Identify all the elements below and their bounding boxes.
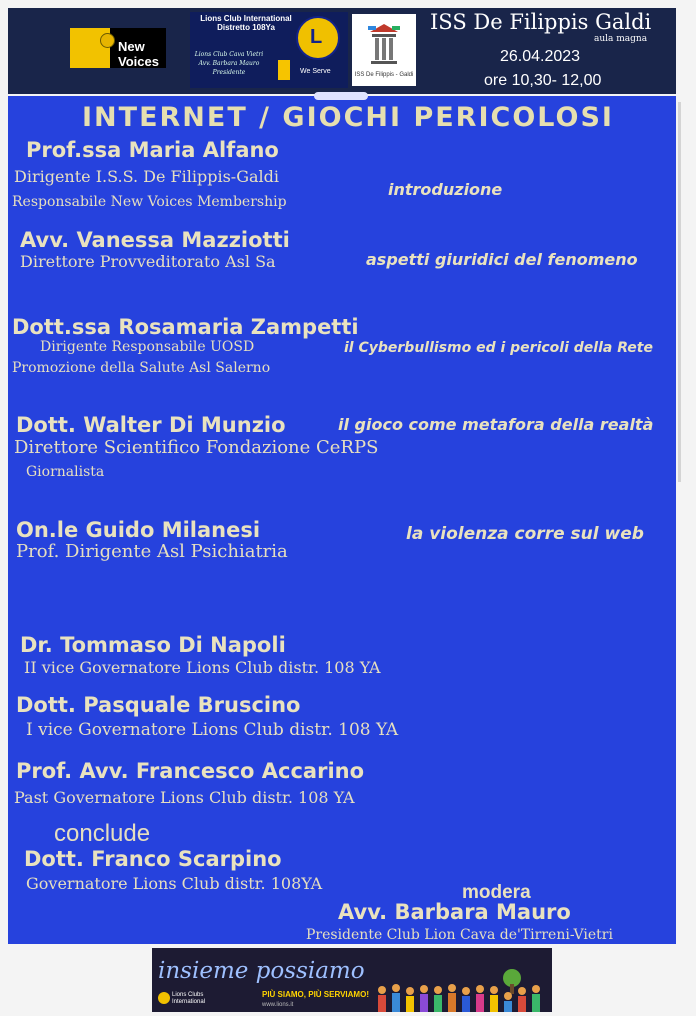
school-logo-caption: ISS De Filippis - Galdi [354,72,414,78]
event-time: ore 10,30- 12,00 [484,72,602,89]
event-title: INTERNET / GIOCHI PERICOLOSI [82,102,614,133]
moderator-label: modera [462,882,531,903]
lions-club-card [190,12,348,88]
speaker-role: Dirigente Responsabile UOSD [40,339,255,355]
slogan-banner [152,948,552,1012]
speaker-topic: il Cyberbullismo ed i pericoli della Rete [344,340,653,356]
conclude-label: conclude [54,820,151,847]
club-flag-icon [278,60,290,80]
lions-mini-emblem-icon [100,33,115,48]
speaker-name: Dott.ssa Rosamaria Zampetti [12,315,359,339]
banner-logo-text: Lions Clubs International [172,992,206,1005]
lions-emblem-icon [296,16,340,60]
school-name: ISS De Filippis Galdi [430,10,652,34]
speaker-role: Promozione della Salute Asl Salerno [12,360,271,376]
event-room: aula magna [594,34,648,44]
official-role: I vice Governatore Lions Club distr. 108 YA [26,720,399,740]
lions-motto: We Serve [300,68,331,75]
crowd-illustration-icon [372,966,550,1012]
official-name: Dott. Pasquale Bruscino [16,693,301,717]
speaker-name: Prof.ssa Maria Alfano [26,138,279,162]
speaker-name: Dott. Walter Di Munzio [16,413,286,437]
official-role: II vice Governatore Lions Club distr. 108 YA [24,658,381,677]
speaker-role: Direttore Scientifico Fondazione CeRPS [14,437,379,458]
banner-slogan: insieme possiamo [158,958,365,984]
speaker-role: Responsabile New Voices Membership [12,194,287,210]
speaker-topic: il gioco come metafora della realtà [338,415,654,434]
official-name: Prof. Avv. Francesco Accarino [16,759,365,783]
official-name: Dr. Tommaso Di Napoli [20,633,286,657]
new-voices-logo [70,28,166,68]
moderator-name: Avv. Barbara Mauro [338,900,571,924]
speaker-topic: aspetti giuridici del fenomeno [366,250,638,269]
school-logo [352,14,416,86]
official-role: Past Governatore Lions Club distr. 108 YA [14,788,355,807]
speaker-role: Prof. Dirigente Asl Psichiatria [16,541,288,562]
scrollbar[interactable] [678,102,681,482]
lions-logo-icon [158,992,170,1004]
closing-speaker-role: Governatore Lions Club distr. 108YA [26,874,323,893]
speaker-role: Dirigente I.S.S. De Filippis-Galdi [14,167,280,186]
banner-tagline: PIÙ SIAMO, PIÙ SERVIAMO! [262,990,369,999]
closing-speaker-name: Dott. Franco Scarpino [24,847,282,871]
speaker-role: Giornalista [26,464,105,480]
speaker-role: Direttore Provveditorato Asl Sa [20,252,276,271]
lions-card-heading: Lions Club International Distretto 108Ya [200,14,292,32]
lions-card-signature: Lions Club Cava Vietri Avv. Barbara Mauro Presidente [194,51,264,76]
drag-handle[interactable] [314,92,368,100]
new-voices-label: New Voices [118,39,159,69]
speaker-name: On.le Guido Milanesi [16,518,261,542]
speaker-name: Avv. Vanessa Mazziotti [20,228,290,252]
speaker-topic: la violenza corre sul web [406,524,644,544]
speaker-topic: introduzione [388,180,503,199]
event-date: 26.04.2023 [500,48,581,65]
column-books-icon [366,22,402,66]
banner-url: www.lions.it [262,1002,294,1008]
moderator-role: Presidente Club Lion Cava de'Tirreni-Vietri [306,927,613,943]
